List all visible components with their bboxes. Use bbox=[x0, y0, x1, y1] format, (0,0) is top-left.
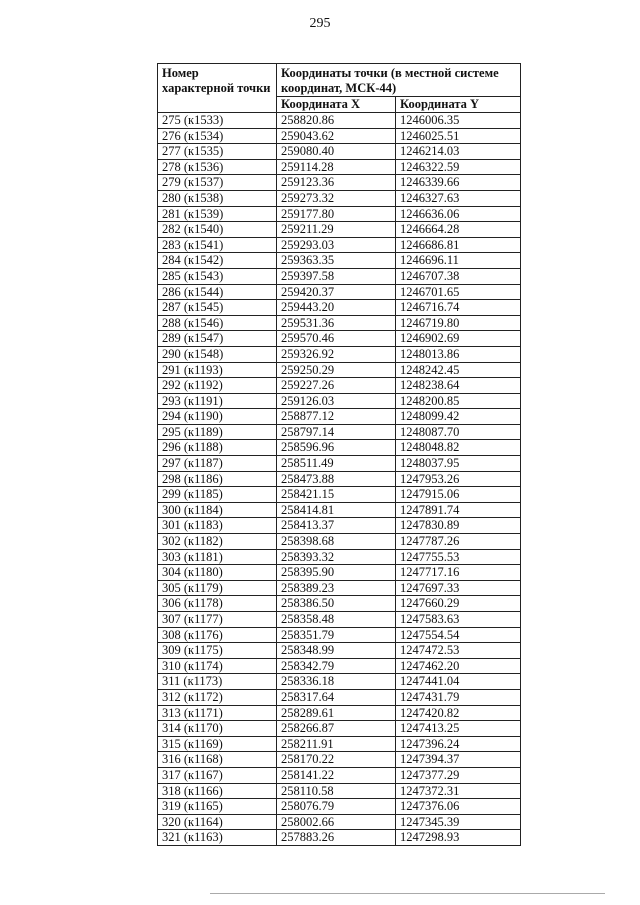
y-coordinate-cell: 1247377.29 bbox=[396, 767, 521, 783]
x-coordinate-cell: 258386.50 bbox=[277, 596, 396, 612]
x-coordinate-cell: 259273.32 bbox=[277, 190, 396, 206]
x-coordinate-cell: 259250.29 bbox=[277, 362, 396, 378]
table-row bbox=[158, 799, 521, 815]
y-coordinate-cell: 1246214.03 bbox=[396, 144, 521, 160]
table-row bbox=[158, 674, 521, 690]
point-number-cell: 298 (к1186) bbox=[158, 471, 277, 487]
table-row bbox=[158, 689, 521, 705]
x-coordinate-cell: 259570.46 bbox=[277, 331, 396, 347]
point-number-cell: 318 (к1166) bbox=[158, 783, 277, 799]
y-coordinate-cell: 1248037.95 bbox=[396, 456, 521, 472]
y-coordinate-cell: 1247717.16 bbox=[396, 565, 521, 581]
table-row bbox=[158, 643, 521, 659]
table-row bbox=[158, 767, 521, 783]
x-coordinate-cell: 259443.20 bbox=[277, 300, 396, 316]
table-row bbox=[158, 783, 521, 799]
point-number-cell: 297 (к1187) bbox=[158, 456, 277, 472]
point-number-cell: 302 (к1182) bbox=[158, 534, 277, 550]
table-row bbox=[158, 565, 521, 581]
table-row bbox=[158, 596, 521, 612]
point-number-cell: 311 (к1173) bbox=[158, 674, 277, 690]
point-number-cell: 275 (к1533) bbox=[158, 113, 277, 129]
x-coordinate-cell: 258141.22 bbox=[277, 767, 396, 783]
y-coordinate-cell: 1246716.74 bbox=[396, 300, 521, 316]
x-coordinate-cell: 258211.91 bbox=[277, 736, 396, 752]
x-coordinate-cell: 258110.58 bbox=[277, 783, 396, 799]
point-number-cell: 286 (к1544) bbox=[158, 284, 277, 300]
x-coordinate-cell: 259080.40 bbox=[277, 144, 396, 160]
table-row bbox=[158, 487, 521, 503]
y-coordinate-cell: 1248099.42 bbox=[396, 409, 521, 425]
point-number-cell: 285 (к1543) bbox=[158, 268, 277, 284]
x-coordinate-cell: 258002.66 bbox=[277, 814, 396, 830]
table-row bbox=[158, 814, 521, 830]
table-row bbox=[158, 222, 521, 238]
table-row bbox=[158, 268, 521, 284]
y-coordinate-cell: 1246707.38 bbox=[396, 268, 521, 284]
x-coordinate-cell: 258348.99 bbox=[277, 643, 396, 659]
x-coordinate-cell: 259363.35 bbox=[277, 253, 396, 269]
point-number-cell: 301 (к1183) bbox=[158, 518, 277, 534]
point-number-cell: 306 (к1178) bbox=[158, 596, 277, 612]
point-number-cell: 319 (к1165) bbox=[158, 799, 277, 815]
table-row bbox=[158, 752, 521, 768]
y-coordinate-cell: 1248087.70 bbox=[396, 424, 521, 440]
x-coordinate-cell: 258414.81 bbox=[277, 502, 396, 518]
point-number-cell: 280 (к1538) bbox=[158, 190, 277, 206]
y-coordinate-cell: 1247697.33 bbox=[396, 580, 521, 596]
point-number-cell: 293 (к1191) bbox=[158, 393, 277, 409]
point-number-cell: 288 (к1546) bbox=[158, 315, 277, 331]
point-number-cell: 312 (к1172) bbox=[158, 689, 277, 705]
x-coordinate-cell: 259420.37 bbox=[277, 284, 396, 300]
x-coordinate-cell: 258395.90 bbox=[277, 565, 396, 581]
y-coordinate-cell: 1247554.54 bbox=[396, 627, 521, 643]
x-coordinate-cell: 258266.87 bbox=[277, 721, 396, 737]
x-coordinate-cell: 258170.22 bbox=[277, 752, 396, 768]
point-number-cell: 307 (к1177) bbox=[158, 612, 277, 628]
y-coordinate-cell: 1248238.64 bbox=[396, 378, 521, 394]
x-coordinate-cell: 259114.28 bbox=[277, 159, 396, 175]
point-number-cell: 289 (к1547) bbox=[158, 331, 277, 347]
y-coordinate-cell: 1247660.29 bbox=[396, 596, 521, 612]
table-row bbox=[158, 393, 521, 409]
point-number-cell: 295 (к1189) bbox=[158, 424, 277, 440]
x-coordinate-cell: 259126.03 bbox=[277, 393, 396, 409]
table-row bbox=[158, 113, 521, 129]
y-coordinate-cell: 1247372.31 bbox=[396, 783, 521, 799]
y-coordinate-cell: 1248242.45 bbox=[396, 362, 521, 378]
x-coordinate-cell: 258511.49 bbox=[277, 456, 396, 472]
y-coordinate-cell: 1246719.80 bbox=[396, 315, 521, 331]
y-coordinate-cell: 1247755.53 bbox=[396, 549, 521, 565]
y-coordinate-cell: 1246696.11 bbox=[396, 253, 521, 269]
table-row bbox=[158, 362, 521, 378]
x-coordinate-cell: 258289.61 bbox=[277, 705, 396, 721]
table-row bbox=[158, 175, 521, 191]
x-coordinate-cell: 258389.23 bbox=[277, 580, 396, 596]
x-coordinate-cell: 258393.32 bbox=[277, 549, 396, 565]
point-number-cell: 316 (к1168) bbox=[158, 752, 277, 768]
y-coordinate-cell: 1246006.35 bbox=[396, 113, 521, 129]
point-number-cell: 313 (к1171) bbox=[158, 705, 277, 721]
point-number-cell: 308 (к1176) bbox=[158, 627, 277, 643]
header-y: Координата Y bbox=[396, 97, 521, 113]
y-coordinate-cell: 1247915.06 bbox=[396, 487, 521, 503]
y-coordinate-cell: 1247583.63 bbox=[396, 612, 521, 628]
table-row bbox=[158, 580, 521, 596]
table-row bbox=[158, 471, 521, 487]
y-coordinate-cell: 1247376.06 bbox=[396, 799, 521, 815]
table-row bbox=[158, 502, 521, 518]
y-coordinate-cell: 1247298.93 bbox=[396, 830, 521, 846]
x-coordinate-cell: 259227.26 bbox=[277, 378, 396, 394]
point-number-cell: 296 (к1188) bbox=[158, 440, 277, 456]
point-number-cell: 292 (к1192) bbox=[158, 378, 277, 394]
y-coordinate-cell: 1248048.82 bbox=[396, 440, 521, 456]
x-coordinate-cell: 259293.03 bbox=[277, 237, 396, 253]
y-coordinate-cell: 1248200.85 bbox=[396, 393, 521, 409]
y-coordinate-cell: 1247953.26 bbox=[396, 471, 521, 487]
point-number-cell: 317 (к1167) bbox=[158, 767, 277, 783]
point-number-cell: 300 (к1184) bbox=[158, 502, 277, 518]
point-number-cell: 278 (к1536) bbox=[158, 159, 277, 175]
table-row bbox=[158, 331, 521, 347]
x-coordinate-cell: 258877.12 bbox=[277, 409, 396, 425]
table-row bbox=[158, 284, 521, 300]
point-number-cell: 291 (к1193) bbox=[158, 362, 277, 378]
x-coordinate-cell: 258358.48 bbox=[277, 612, 396, 628]
x-coordinate-cell: 258076.79 bbox=[277, 799, 396, 815]
coordinates-table bbox=[157, 63, 521, 846]
x-coordinate-cell: 259123.36 bbox=[277, 175, 396, 191]
x-coordinate-cell: 258820.86 bbox=[277, 113, 396, 129]
table-row bbox=[158, 518, 521, 534]
header-coordinates: Координаты точки (в местной системе координат, МСК-44) bbox=[277, 64, 521, 97]
point-number-cell: 321 (к1163) bbox=[158, 830, 277, 846]
y-coordinate-cell: 1247441.04 bbox=[396, 674, 521, 690]
y-coordinate-cell: 1247431.79 bbox=[396, 689, 521, 705]
x-coordinate-cell: 259177.80 bbox=[277, 206, 396, 222]
table-row bbox=[158, 378, 521, 394]
x-coordinate-cell: 258351.79 bbox=[277, 627, 396, 643]
table-body bbox=[158, 113, 521, 846]
x-coordinate-cell: 258421.15 bbox=[277, 487, 396, 503]
point-number-cell: 303 (к1181) bbox=[158, 549, 277, 565]
table-row bbox=[158, 346, 521, 362]
y-coordinate-cell: 1246686.81 bbox=[396, 237, 521, 253]
table-row bbox=[158, 253, 521, 269]
point-number-cell: 284 (к1542) bbox=[158, 253, 277, 269]
x-coordinate-cell: 258342.79 bbox=[277, 658, 396, 674]
table-row bbox=[158, 315, 521, 331]
x-coordinate-cell: 258398.68 bbox=[277, 534, 396, 550]
x-coordinate-cell: 258413.37 bbox=[277, 518, 396, 534]
table-row bbox=[158, 705, 521, 721]
y-coordinate-cell: 1246636.06 bbox=[396, 206, 521, 222]
table-row bbox=[158, 534, 521, 550]
table-row bbox=[158, 128, 521, 144]
table-row bbox=[158, 409, 521, 425]
point-number-cell: 283 (к1541) bbox=[158, 237, 277, 253]
table-row bbox=[158, 206, 521, 222]
y-coordinate-cell: 1246664.28 bbox=[396, 222, 521, 238]
table-row bbox=[158, 237, 521, 253]
table-row bbox=[158, 658, 521, 674]
point-number-cell: 315 (к1169) bbox=[158, 736, 277, 752]
point-number-cell: 320 (к1164) bbox=[158, 814, 277, 830]
table-row bbox=[158, 612, 521, 628]
point-number-cell: 305 (к1179) bbox=[158, 580, 277, 596]
x-coordinate-cell: 259043.62 bbox=[277, 128, 396, 144]
y-coordinate-cell: 1246025.51 bbox=[396, 128, 521, 144]
point-number-cell: 294 (к1190) bbox=[158, 409, 277, 425]
y-coordinate-cell: 1246701.65 bbox=[396, 284, 521, 300]
point-number-cell: 287 (к1545) bbox=[158, 300, 277, 316]
table-row bbox=[158, 736, 521, 752]
y-coordinate-cell: 1248013.86 bbox=[396, 346, 521, 362]
point-number-cell: 281 (к1539) bbox=[158, 206, 277, 222]
y-coordinate-cell: 1247787.26 bbox=[396, 534, 521, 550]
table-row bbox=[158, 159, 521, 175]
y-coordinate-cell: 1247396.24 bbox=[396, 736, 521, 752]
point-number-cell: 310 (к1174) bbox=[158, 658, 277, 674]
x-coordinate-cell: 258797.14 bbox=[277, 424, 396, 440]
y-coordinate-cell: 1247830.89 bbox=[396, 518, 521, 534]
bottom-rule bbox=[210, 893, 605, 894]
point-number-cell: 304 (к1180) bbox=[158, 565, 277, 581]
x-coordinate-cell: 258317.64 bbox=[277, 689, 396, 705]
y-coordinate-cell: 1247420.82 bbox=[396, 705, 521, 721]
x-coordinate-cell: 259326.92 bbox=[277, 346, 396, 362]
table-row bbox=[158, 830, 521, 846]
point-number-cell: 276 (к1534) bbox=[158, 128, 277, 144]
x-coordinate-cell: 258336.18 bbox=[277, 674, 396, 690]
point-number-cell: 277 (к1535) bbox=[158, 144, 277, 160]
y-coordinate-cell: 1246339.66 bbox=[396, 175, 521, 191]
page-number: 295 bbox=[309, 16, 331, 31]
x-coordinate-cell: 259397.58 bbox=[277, 268, 396, 284]
y-coordinate-cell: 1246902.69 bbox=[396, 331, 521, 347]
table-row bbox=[158, 144, 521, 160]
header-x: Координата X bbox=[277, 97, 396, 113]
y-coordinate-cell: 1246322.59 bbox=[396, 159, 521, 175]
x-coordinate-cell: 259211.29 bbox=[277, 222, 396, 238]
y-coordinate-cell: 1247413.25 bbox=[396, 721, 521, 737]
point-number-cell: 290 (к1548) bbox=[158, 346, 277, 362]
y-coordinate-cell: 1247472.53 bbox=[396, 643, 521, 659]
table-row bbox=[158, 456, 521, 472]
y-coordinate-cell: 1247394.37 bbox=[396, 752, 521, 768]
point-number-cell: 314 (к1170) bbox=[158, 721, 277, 737]
y-coordinate-cell: 1247462.20 bbox=[396, 658, 521, 674]
point-number-cell: 279 (к1537) bbox=[158, 175, 277, 191]
y-coordinate-cell: 1246327.63 bbox=[396, 190, 521, 206]
table-row bbox=[158, 721, 521, 737]
point-number-cell: 299 (к1185) bbox=[158, 487, 277, 503]
y-coordinate-cell: 1247345.39 bbox=[396, 814, 521, 830]
table-row bbox=[158, 627, 521, 643]
x-coordinate-cell: 257883.26 bbox=[277, 830, 396, 846]
x-coordinate-cell: 258596.96 bbox=[277, 440, 396, 456]
x-coordinate-cell: 259531.36 bbox=[277, 315, 396, 331]
point-number-cell: 309 (к1175) bbox=[158, 643, 277, 659]
table-row bbox=[158, 549, 521, 565]
point-number-cell: 282 (к1540) bbox=[158, 222, 277, 238]
header-point-number: Номер характерной точки bbox=[158, 64, 277, 113]
table-row bbox=[158, 440, 521, 456]
y-coordinate-cell: 1247891.74 bbox=[396, 502, 521, 518]
table-row bbox=[158, 424, 521, 440]
table-row bbox=[158, 300, 521, 316]
table-row bbox=[158, 190, 521, 206]
x-coordinate-cell: 258473.88 bbox=[277, 471, 396, 487]
